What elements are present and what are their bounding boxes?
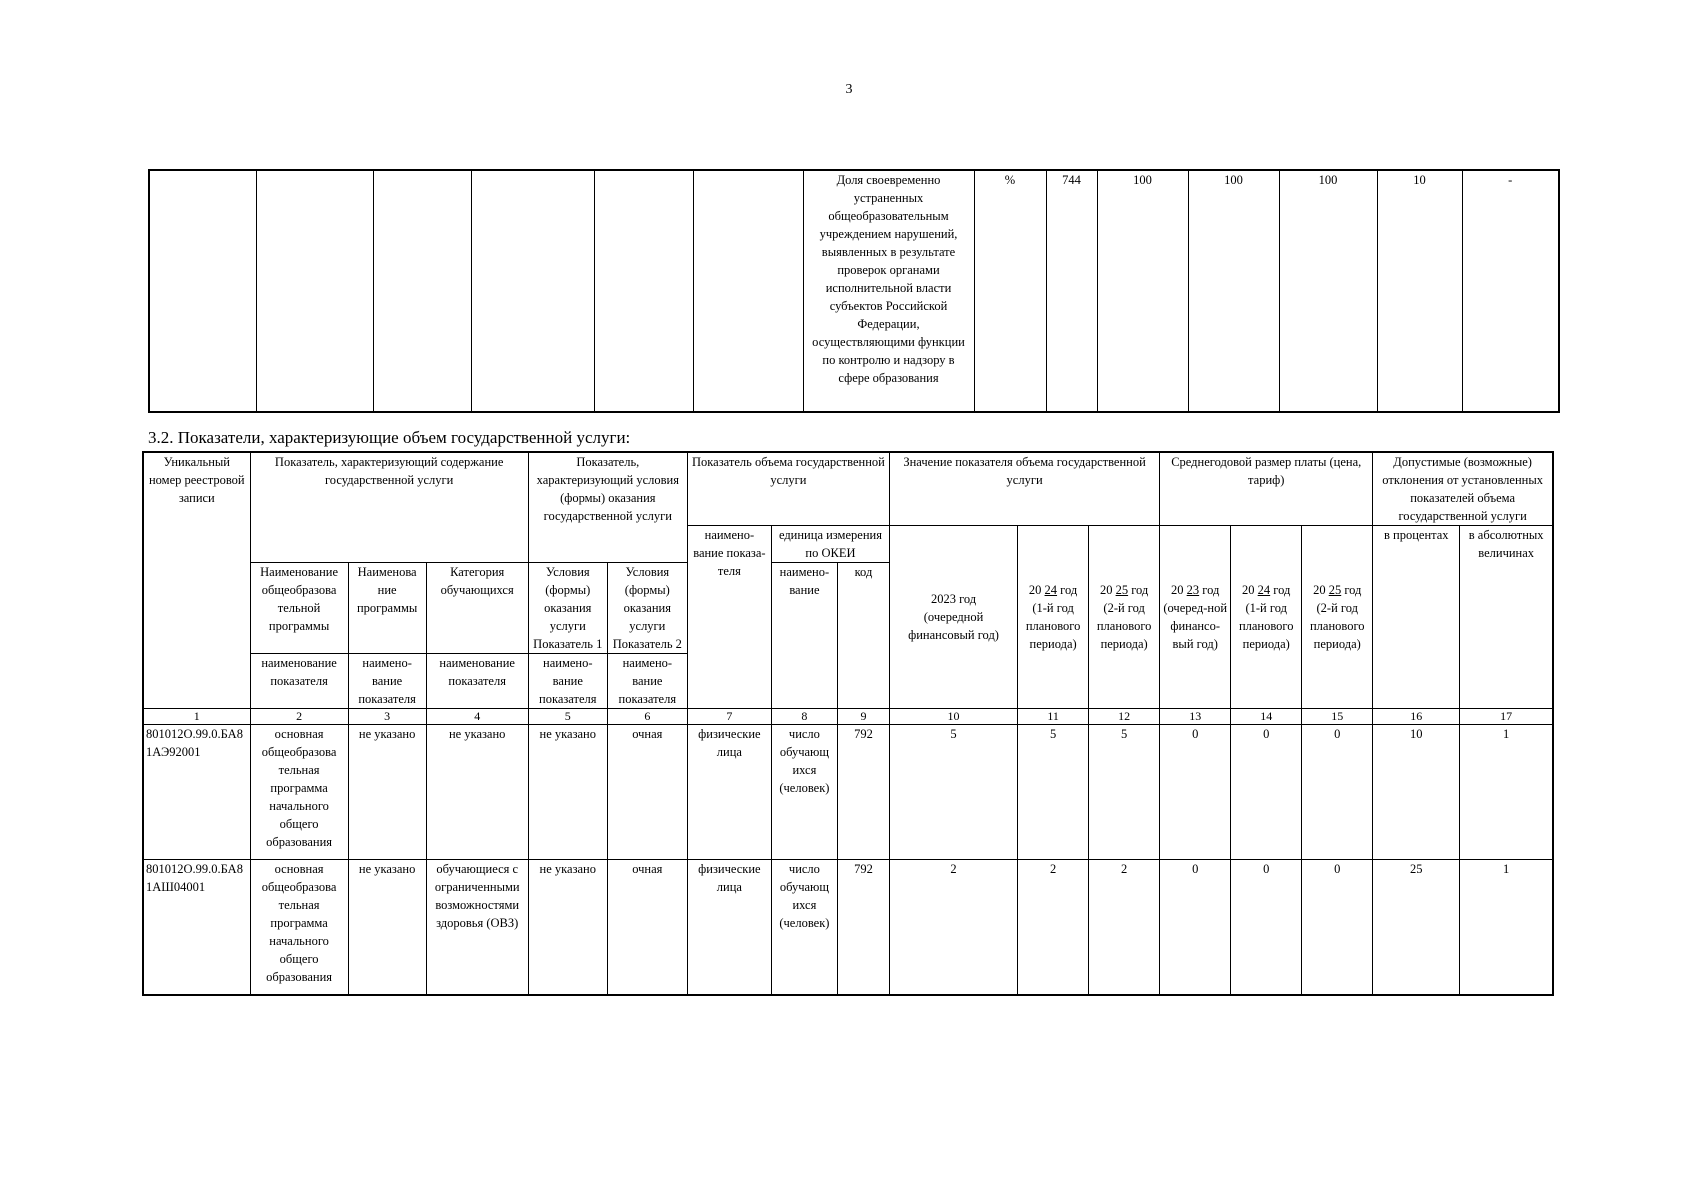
quality-deviation-percent: 10 <box>1377 170 1462 412</box>
value-2024-cell: 5 <box>1018 725 1089 860</box>
header-condition-1: Условия (формы) оказания услуги Показатель 1 <box>528 563 607 654</box>
header-unit-code: код <box>837 563 889 709</box>
header-indicator-name: наимено-вание показателя <box>348 654 426 709</box>
quality-row <box>149 170 1559 412</box>
table-row <box>143 860 1553 995</box>
header-category: Категория обучающихся <box>426 563 528 654</box>
header-fee-2025 <box>1302 526 1373 709</box>
column-number: 12 <box>1089 709 1160 725</box>
fee-2025-cell: 0 <box>1302 725 1373 860</box>
column-number: 10 <box>890 709 1018 725</box>
header-deviation-absolute: в абсолютных величинах <box>1460 526 1553 709</box>
header-fee-2023-label: 20 23 год <box>1171 583 1220 597</box>
header-year-2023-sub: (очередной финансовый год) <box>908 610 999 642</box>
registry-number: 801012О.99.0.БА81АШ04001 <box>143 860 250 995</box>
column-number: 6 <box>607 709 687 725</box>
empty-cell <box>149 170 256 412</box>
header-unit-name: наимено-вание <box>771 563 837 709</box>
code-cell: 792 <box>837 725 889 860</box>
header-fee-2025-sub: (2-й год планового периода) <box>1309 601 1365 651</box>
value-2023-cell: 5 <box>890 725 1018 860</box>
header-year-2023 <box>890 526 1018 709</box>
indicator-cell: физические лица <box>687 860 771 995</box>
quality-unit: % <box>974 170 1046 412</box>
header-year-2024-label: 20 24 год <box>1028 583 1078 597</box>
empty-cell <box>594 170 693 412</box>
header-row <box>143 452 1553 526</box>
category-cell: обучающиеся с ограниченными возможностями здоровья (ОВЗ) <box>426 860 528 995</box>
quality-deviation-absolute: - <box>1462 170 1559 412</box>
indicator-cell: физические лица <box>687 725 771 860</box>
header-year-2025 <box>1089 526 1160 709</box>
header-year-2024-sub: (1-й год планового периода) <box>1025 601 1081 651</box>
value-2025-cell: 5 <box>1089 725 1160 860</box>
page-number: 3 <box>845 82 853 97</box>
value-2025-cell: 2 <box>1089 860 1160 995</box>
fee-2024-cell: 0 <box>1231 725 1302 860</box>
fee-2024-cell: 0 <box>1231 860 1302 995</box>
deviation-absolute-cell: 1 <box>1460 860 1553 995</box>
quality-code: 744 <box>1046 170 1097 412</box>
code-cell: 792 <box>837 860 889 995</box>
header-year-2023-label: 2023 год <box>930 592 977 606</box>
program-cell: основная общеобразова тельная программа начального общего образования <box>250 860 348 995</box>
column-number: 16 <box>1373 709 1460 725</box>
condition-1-cell: не указано <box>528 725 607 860</box>
header-fee-2024 <box>1231 526 1302 709</box>
header-fee-2024-label: 20 24 год <box>1242 583 1291 597</box>
header-fee-2025-label: 20 25 год <box>1313 583 1362 597</box>
column-number: 7 <box>687 709 771 725</box>
header-year-2024 <box>1018 526 1089 709</box>
header-deviations: Допустимые (возможные) отклонения от установленных показателей объема государственной услуги <box>1373 452 1553 526</box>
header-program-name: Наименова ние программы <box>348 563 426 654</box>
condition-1-cell: не указано <box>528 860 607 995</box>
header-conditions-indicator: Показатель, характеризующий условия (формы) оказания государственной услуги <box>528 452 687 563</box>
column-number: 14 <box>1231 709 1302 725</box>
header-volume-indicator: Показатель объема государственной услуги <box>687 452 889 526</box>
deviation-percent-cell: 25 <box>1373 860 1460 995</box>
header-indicator-name: наименование показателя <box>426 654 528 709</box>
quality-indicator-name: Доля своевременно устраненных общеобразовательным учреждением нарушений, выявленных в результате проверок органами исполнительной власти субъектов Российской Федерации, осуществляющими функции по контролю и надзору в сфере образования <box>803 170 974 412</box>
header-unit-okei: единица измерения по ОКЕИ <box>771 526 889 563</box>
program-name-cell: не указано <box>348 725 426 860</box>
column-number: 5 <box>528 709 607 725</box>
category-cell: не указано <box>426 725 528 860</box>
value-2024-cell: 2 <box>1018 860 1089 995</box>
quality-value-2024: 100 <box>1188 170 1279 412</box>
header-indicator-name: наименование показателя <box>250 654 348 709</box>
deviation-absolute-cell: 1 <box>1460 725 1553 860</box>
column-number: 11 <box>1018 709 1089 725</box>
header-fee-2023-sub: (очеред-ной финансо-вый год) <box>1163 601 1228 651</box>
registry-number: 801012О.99.0.БА81АЭ92001 <box>143 725 250 860</box>
unit-cell: число обучающ ихся (человек) <box>771 860 837 995</box>
header-unique-number: Уникальный номер реестровой записи <box>143 452 250 709</box>
unit-cell: число обучающ ихся (человек) <box>771 725 837 860</box>
empty-cell <box>373 170 471 412</box>
column-number: 13 <box>1160 709 1231 725</box>
empty-cell <box>693 170 803 412</box>
empty-cell <box>471 170 594 412</box>
table-row <box>143 725 1553 860</box>
column-number: 4 <box>426 709 528 725</box>
column-number: 9 <box>837 709 889 725</box>
column-number: 1 <box>143 709 250 725</box>
header-fee-2024-sub: (1-й год планового периода) <box>1238 601 1294 651</box>
header-volume-name: наимено-вание показа-теля <box>687 526 771 709</box>
fee-2025-cell: 0 <box>1302 860 1373 995</box>
header-average-fee: Среднегодовой размер платы (цена, тариф) <box>1160 452 1373 526</box>
header-fee-2023 <box>1160 526 1231 709</box>
column-number: 2 <box>250 709 348 725</box>
quality-continuation-table <box>148 169 1560 413</box>
fee-2023-cell: 0 <box>1160 725 1231 860</box>
program-name-cell: не указано <box>348 860 426 995</box>
header-volume-values: Значение показателя объема государственной услуги <box>890 452 1160 526</box>
header-program: Наименование общеобразова тельной программы <box>250 563 348 654</box>
header-deviation-percent: в процентах <box>1373 526 1460 709</box>
fee-2023-cell: 0 <box>1160 860 1231 995</box>
program-cell: основная общеобразова тельная программа начального общего образования <box>250 725 348 860</box>
volume-indicators-table <box>142 451 1554 996</box>
quality-value-2023: 100 <box>1097 170 1188 412</box>
column-number: 3 <box>348 709 426 725</box>
column-number-row <box>143 709 1553 725</box>
value-2023-cell: 2 <box>890 860 1018 995</box>
header-indicator-name: наимено-вание показателя <box>607 654 687 709</box>
header-content-indicator: Показатель, характеризующий содержание государственной услуги <box>250 452 528 563</box>
header-year-2025-label: 20 25 год <box>1099 583 1149 597</box>
header-indicator-name: наимено-вание показателя <box>528 654 607 709</box>
column-number: 15 <box>1302 709 1373 725</box>
section-title: 3.2. Показатели, характеризующие объем государственной услуги: <box>148 428 631 447</box>
condition-2-cell: очная <box>607 725 687 860</box>
empty-cell <box>256 170 373 412</box>
condition-2-cell: очная <box>607 860 687 995</box>
deviation-percent-cell: 10 <box>1373 725 1460 860</box>
header-year-2025-sub: (2-й год планового периода) <box>1096 601 1152 651</box>
header-condition-2: Условия (формы) оказания услуги Показатель 2 <box>607 563 687 654</box>
quality-value-2025: 100 <box>1279 170 1377 412</box>
column-number: 17 <box>1460 709 1553 725</box>
column-number: 8 <box>771 709 837 725</box>
